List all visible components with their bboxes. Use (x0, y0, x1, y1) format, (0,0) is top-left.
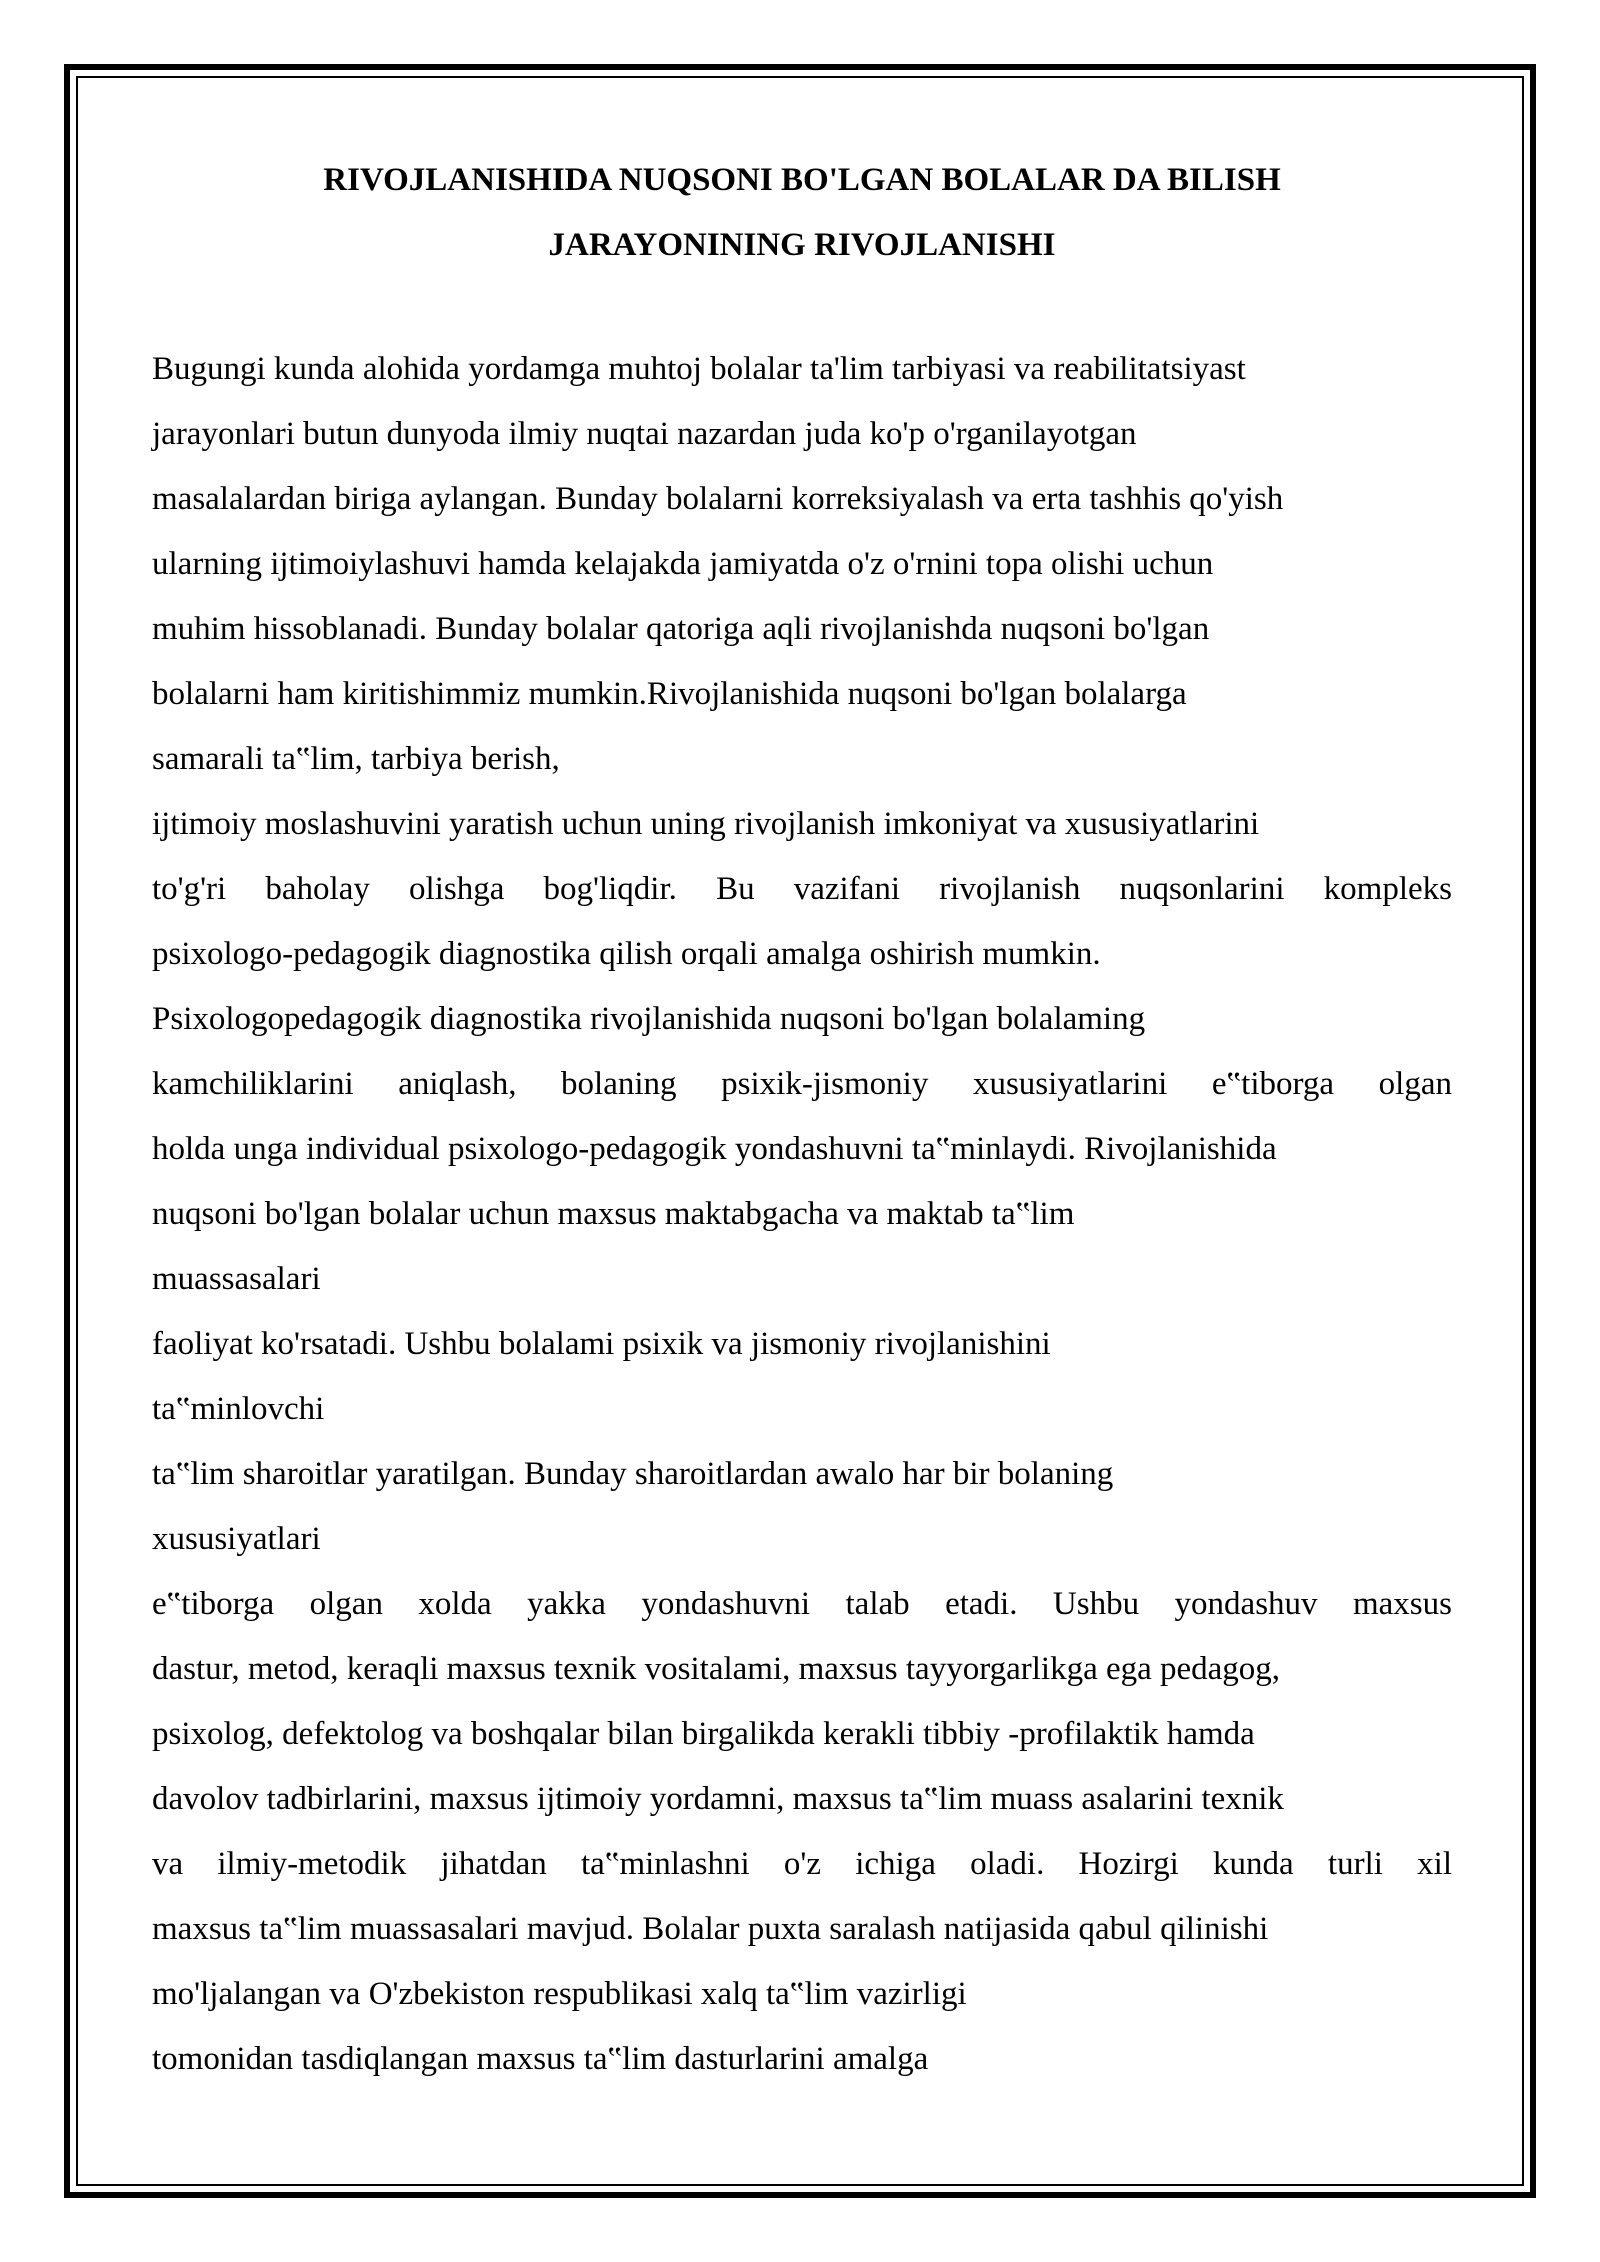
document-title (152, 148, 1452, 278)
text-line: dastur, metod, keraqli maxsus texnik vositalami, maxsus tayyorgarlikga ega pedagog, (152, 1651, 1281, 1687)
text-line: ta‟lim sharoitlar yaratilgan. Bunday sharoitlardan awalo har bir bolaning (152, 1456, 1114, 1492)
text-line: xususiyatlari (152, 1521, 321, 1557)
title-line-2: JARAYONINING RIVOJLANISHI (548, 227, 1056, 263)
text-line: to'g'ri baholay olishga bog'liqdir. Bu vazifani rivojlanish nuqsonlarini kompleks (152, 871, 1452, 907)
title-line-1: RIVOJLANISHIDA NUQSONI BO'LGAN BOLALAR DA BILISH (323, 162, 1281, 198)
text-line: ijtimoiy moslashuvini yaratish uchun uning rivojlanish imkoniyat va xususiyatlarini (152, 806, 1260, 842)
body-paragraph (152, 337, 1452, 2092)
text-line: ularning ijtimoiylashuvi hamda kelajakda jamiyatda o'z o'rnini topa olishi uchun (152, 546, 1214, 582)
text-line: muhim hissoblanadi. Bunday bolalar qatoriga aqli rivojlanishda nuqsoni bo'lgan (152, 611, 1210, 647)
text-line: masalalardan biriga aylangan. Bunday bolalarni korreksiyalash va erta tashhis qo'yish (152, 481, 1284, 517)
text-line: va ilmiy-metodik jihatdan ta‟minlashni o'z ichiga oladi. Hozirgi kunda turli xil (152, 1846, 1452, 1882)
text-line: ta‟minlovchi (152, 1391, 325, 1427)
text-line: davolov tadbirlarini, maxsus ijtimoiy yordamni, maxsus ta‟lim muass asalarini texnik (152, 1781, 1284, 1817)
text-line: nuqsoni bo'lgan bolalar uchun maxsus maktabgacha va maktab ta‟lim (152, 1196, 1075, 1232)
text-line: Bugungi kunda alohida yordamga muhtoj bolalar ta'lim tarbiyasi va reabilitatsiyast (152, 351, 1246, 387)
text-line: muassasalari (152, 1261, 321, 1297)
text-line: samarali ta‟lim, tarbiya berish, (152, 741, 560, 777)
text-line: e‟tiborga olgan xolda yakka yondashuvni talab etadi. Ushbu yondashuv maxsus (152, 1586, 1452, 1622)
text-line: bolalarni ham kiritishimmiz mumkin.Rivojlanishida nuqsoni bo'lgan bolalarga (152, 676, 1187, 712)
text-line: faoliyat ko'rsatadi. Ushbu bolalami psixik va jismoniy rivojlanishini (152, 1326, 1051, 1362)
text-line: tomonidan tasdiqlangan maxsus ta‟lim dasturlarini amalga (152, 2041, 929, 2077)
text-line: maxsus ta‟lim muassasalari mavjud. Bolalar puxta saralash natijasida qabul qilinishi (152, 1911, 1269, 1947)
text-line: psixologo-pedagogik diagnostika qilish orqali amalga oshirish mumkin. (152, 936, 1101, 972)
text-line: Psixologopedagogik diagnostika rivojlanishida nuqsoni bo'lgan bolalaming (152, 1001, 1146, 1037)
text-line: mo'ljalangan va O'zbekiston respublikasi xalq ta‟lim vazirligi (152, 1976, 967, 2012)
text-line: jarayonlari butun dunyoda ilmiy nuqtai nazardan juda ko'p o'rganilayotgan (152, 416, 1137, 452)
text-line: holda unga individual psixologo-pedagogik yondashuvni ta‟minlaydi. Rivojlanishida (152, 1131, 1277, 1167)
text-line: kamchiliklarini aniqlash, bolaning psixik-jismoniy xususiyatlarini e‟tiborga olgan (152, 1066, 1452, 1102)
text-line: psixolog, defektolog va boshqalar bilan birgalikda kerakli tibbiy -profilaktik hamda (152, 1716, 1255, 1752)
